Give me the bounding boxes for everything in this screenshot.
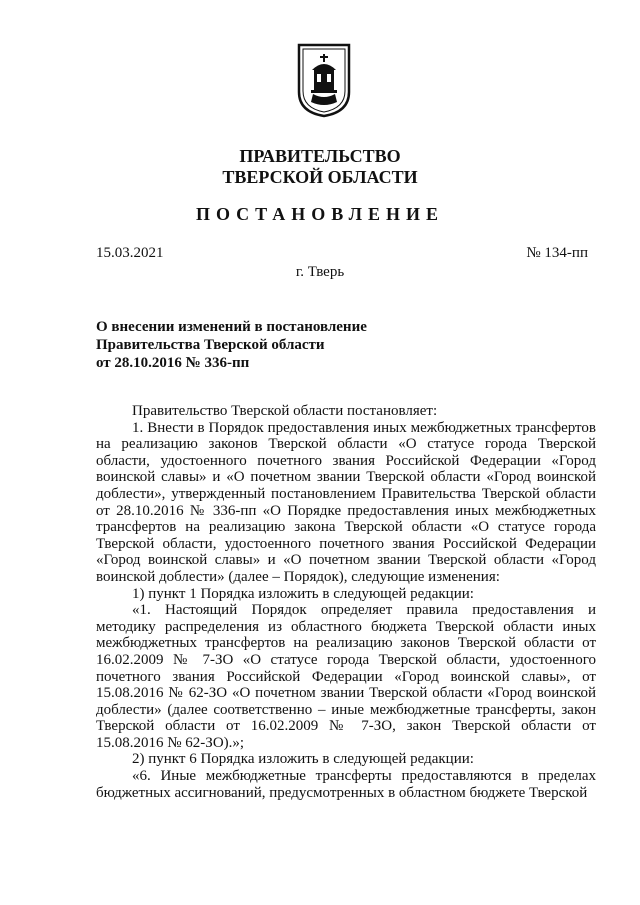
document-body	[96, 403, 596, 801]
subitem-2-paragraph: 2) пункт 6 Порядка изложить в следующей редакции:	[132, 751, 474, 768]
authority-line-1: ПРАВИТЕЛЬСТВО	[239, 146, 401, 166]
subitem-1-paragraph: 1) пункт 1 Порядка изложить в следующей редакции:	[132, 585, 474, 602]
document-number: № 134-пп	[526, 245, 588, 261]
document-type: ПОСТАНОВЛЕНИЕ	[195, 204, 445, 224]
item-1-paragraph: 1. Внести в Порядок предоставления иных межбюджетных трансфертов на реализацию законов Тверской области «О статусе города Тверской области, удостоенного почетного звания Российской Федерации «Город воинской славы» и «О почетном звании Тверской области «Город воинской доблести», утвержденный постановлением Правительства Тверской области от 28.10.2016 № 336-пп «О Порядке предоставления иных межбюджетных трансфертов на реализацию закона Тверской области «О статусе города Тверской области, удостоенного почетного звания Российской Федерации «Город воинской славы» и «О почетном звании Тверской области «Город воинской доблести» (далее – Порядок), следующие изменения:	[96, 419, 596, 585]
quote-1-paragraph: «1. Настоящий Порядок определяет правила предоставления и методику распределения из областного бюджета Тверской области иных межбюджетных трансфертов на реализацию законов Тверской области от 16.02.2009 № 7-ЗО «О статусе города Тверской области, удостоенного почетного звания Российской Федерации «Город воинской славы», от 15.08.2016 № 62-ЗО «О почетном звании Тверской области «Город воинской доблести» (далее соответственно – иные межбюджетные трансферты, закон Тверской области от 16.02.2009 № 7-ЗО, закон Тверской области от 15.08.2016 № 62-ЗО).»;	[96, 602, 596, 751]
document-date: 15.03.2021	[96, 245, 164, 261]
tver-coat-of-arms-icon	[296, 42, 352, 118]
document-subject	[96, 318, 456, 372]
document-city: г. Тверь	[295, 264, 345, 280]
intro-paragraph: Правительство Тверской области постановляет:	[132, 403, 438, 419]
subject-line-1: О внесении изменений в постановление	[96, 319, 367, 335]
authority-line-2: ТВЕРСКОЙ ОБЛАСТИ	[222, 167, 418, 187]
quote-2-paragraph: «6. Иные межбюджетные трансферты предоставляются в пределах бюджетных ассигнований, предусмотренных в областном бюджете Тверской	[96, 768, 596, 801]
subject-line-3: от 28.10.2016 № 336-пп	[96, 355, 250, 371]
subject-line-2: Правительства Тверской области	[96, 337, 325, 353]
issuing-authority	[0, 146, 640, 188]
